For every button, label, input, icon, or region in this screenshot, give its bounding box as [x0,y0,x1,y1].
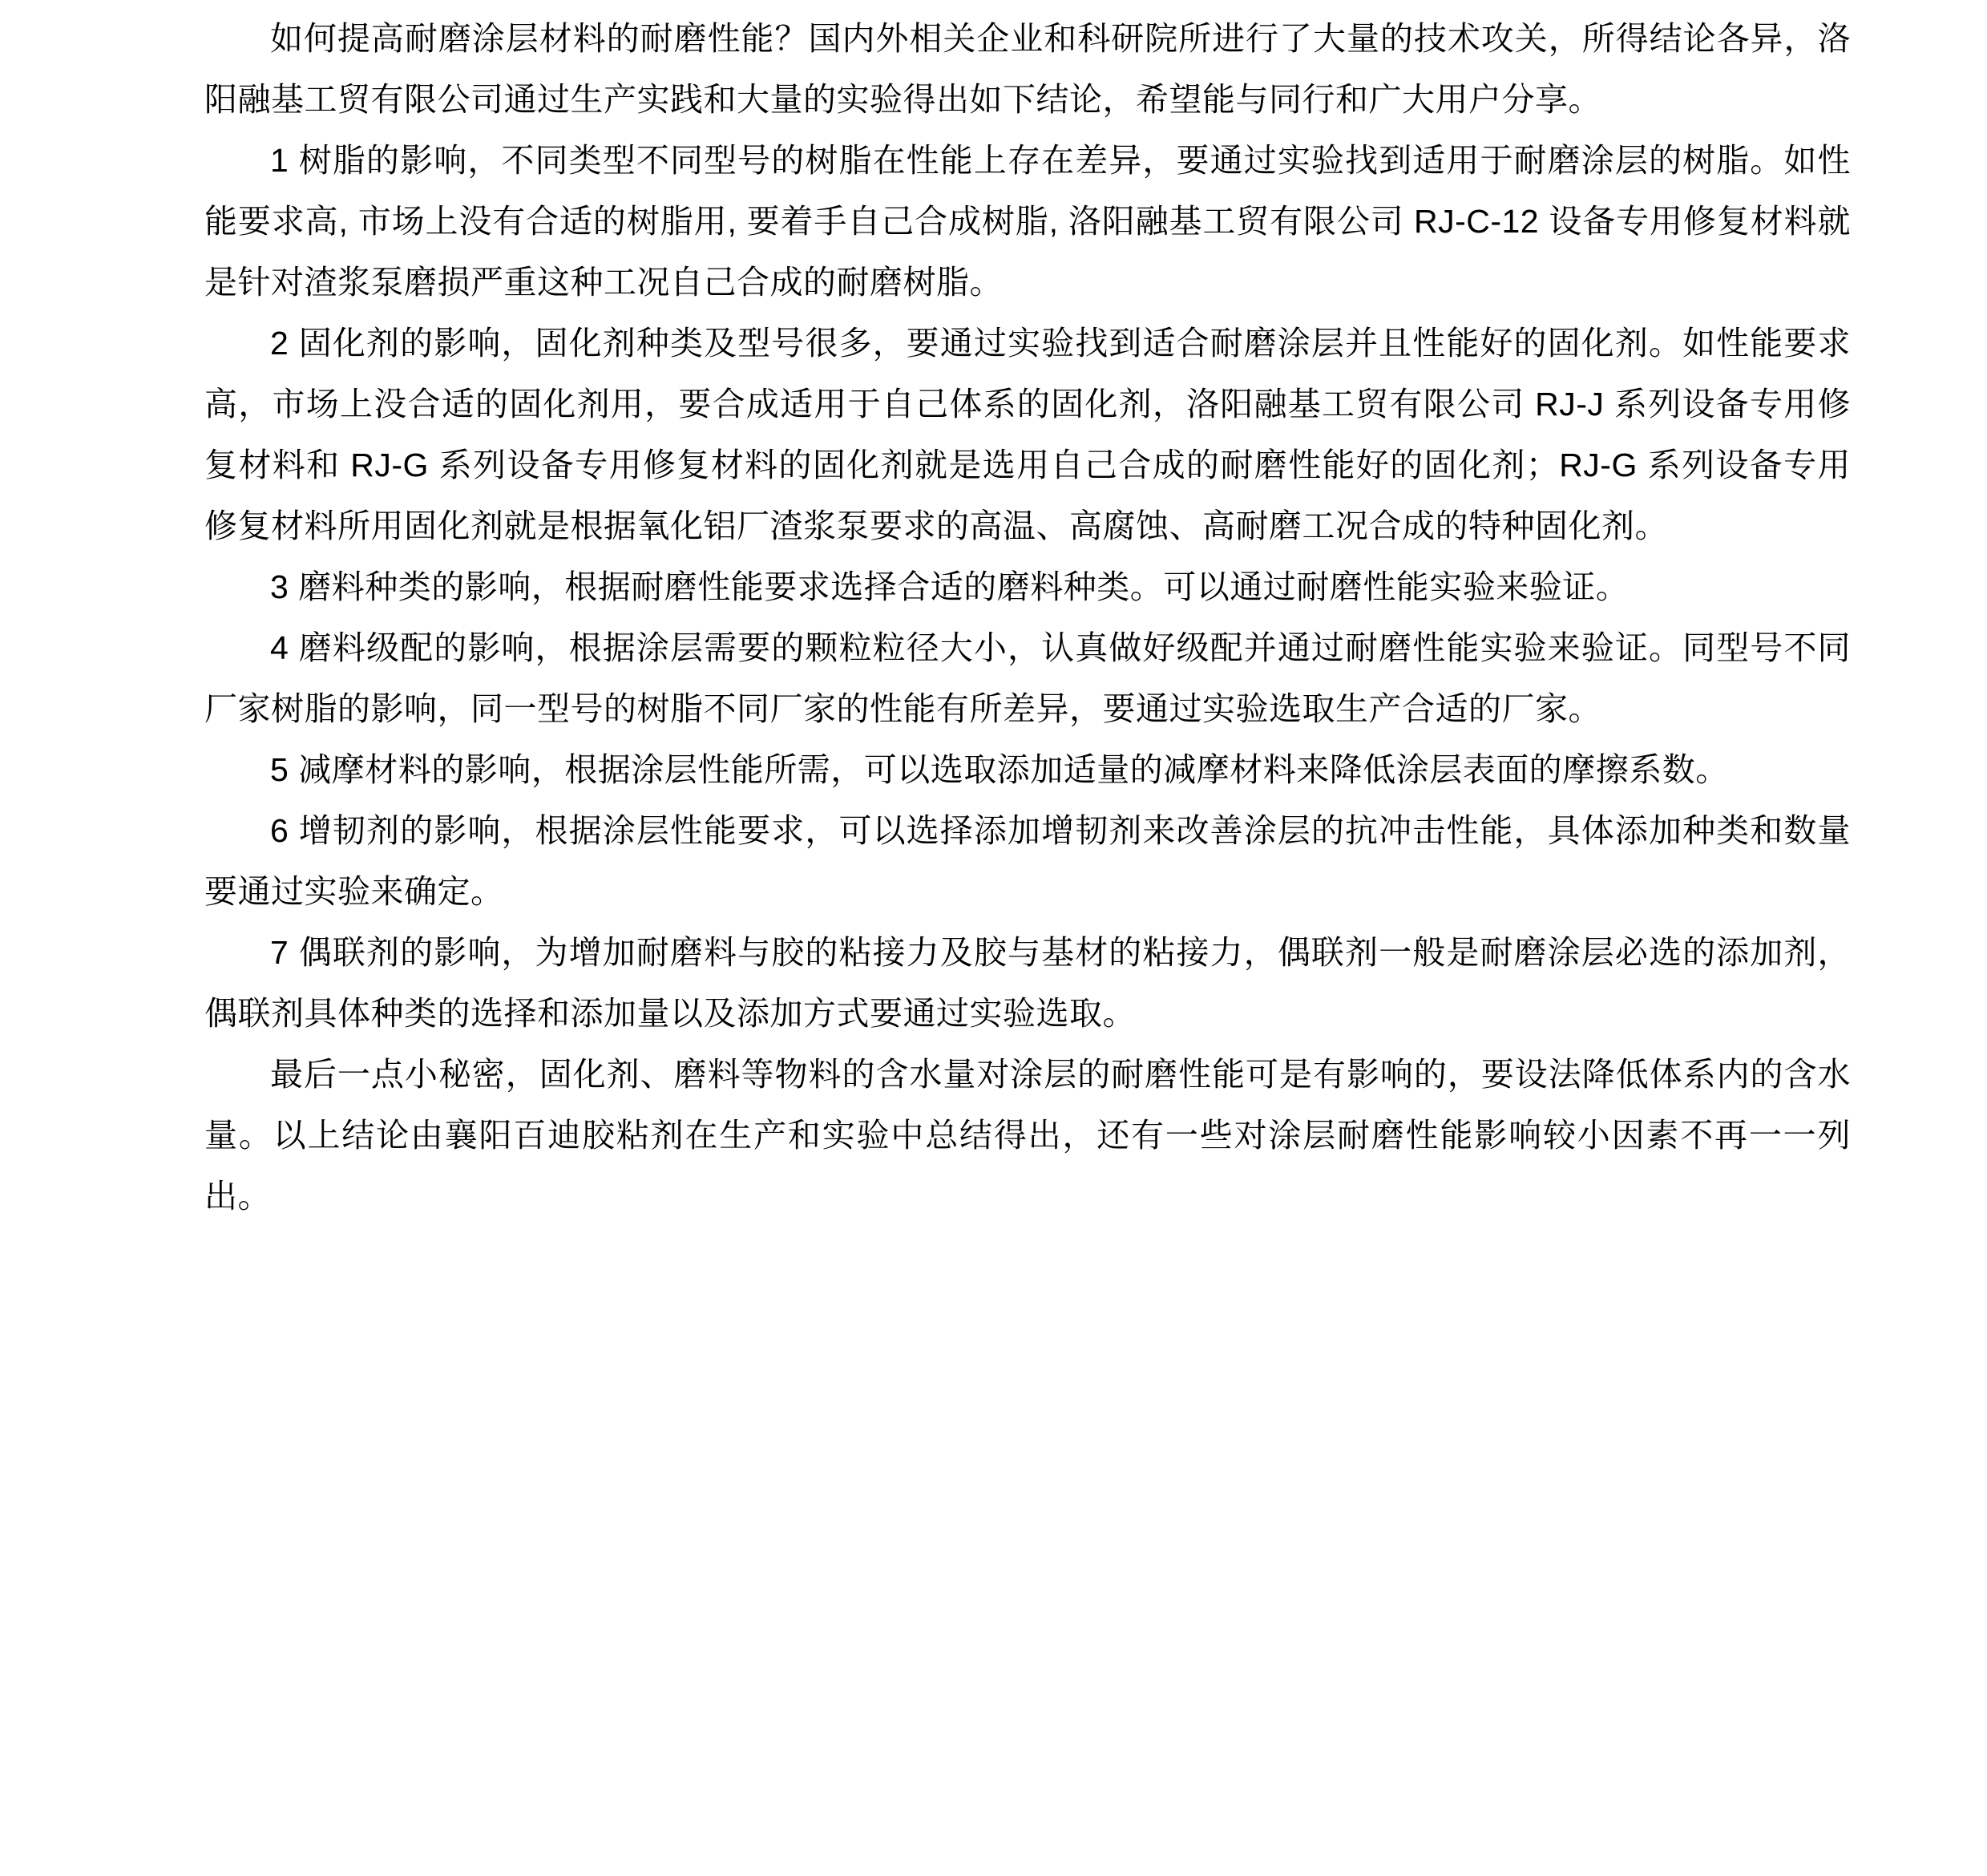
paragraph-conclusion: 最后一点小秘密，固化剂、磨料等物料的含水量对涂层的耐磨性能可是有影响的，要设法降低体系内的含水量。以上结论由襄阳百迪胶粘剂在生产和实验中总结得出，还有一些对涂层耐磨性能影响较小因素不再一一列出。 [204,1056,1851,1215]
document-body [204,8,1851,1227]
paragraph-item-5: 5 减摩材料的影响，根据涂层性能所需，可以选取添加适量的减摩材料来降低涂层表面的摩擦系数。 [270,751,1729,788]
paragraph-item-7: 7 偶联剂的影响，为增加耐磨料与胶的粘接力及胶与基材的粘接力，偶联剂一般是耐磨涂层必选的添加剂，偶联剂具体种类的选择和添加量以及添加方式要通过实验选取。 [204,934,1851,1032]
paragraph-item-6: 6 增韧剂的影响，根据涂层性能要求，可以选择添加增韧剂来改善涂层的抗冲击性能，具体添加种类和数量要通过实验来确定。 [204,812,1851,910]
paragraph-item-3: 3 磨料种类的影响，根据耐磨性能要求选择合适的磨料种类。可以通过耐磨性能实验来验证。 [270,568,1630,605]
paragraph-item-4: 4 磨料级配的影响，根据涂层需要的颗粒粒径大小，认真做好级配并通过耐磨性能实验来验证。同型号不同厂家树脂的影响，同一型号的树脂不同厂家的性能有所差异，要通过实验选取生产合适的厂家。 [204,629,1851,727]
paragraph-item-2: 2 固化剂的影响，固化剂种类及型号很多，要通过实验找到适合耐磨涂层并且性能好的固化剂。如性能要求高，市场上没合适的固化剂用，要合成适用于自己体系的固化剂，洛阳融基工贸有限公司 RJ-J 系列设备专用修复材料和 RJ-G 系列设备专用修复材料的固化剂就是选用自己合成的耐磨性能好的固化剂；RJ-G 系列设备专用修复材料所用固化剂就是根据氧化铝厂渣浆泵要求的高温、高腐蚀、高耐磨工况合成的特种固化剂。 [204,325,1851,544]
paragraph-item-1: 1 树脂的影响，不同类型不同型号的树脂在性能上存在差异，要通过实验找到适用于耐磨涂层的树脂。如性能要求高, 市场上没有合适的树脂用, 要着手自己合成树脂, 洛阳融基工贸有限公司 RJ-C-12 设备专用修复材料就是针对渣浆泵磨损严重这种工况自己合成的耐磨树脂。 [204,142,1851,301]
paragraph-intro: 如何提高耐磨涂层材料的耐磨性能？国内外相关企业和科研院所进行了大量的技术攻关，所得结论各异，洛阳融基工贸有限公司通过生产实践和大量的实验得出如下结论，希望能与同行和广大用户分享。 [204,20,1851,118]
